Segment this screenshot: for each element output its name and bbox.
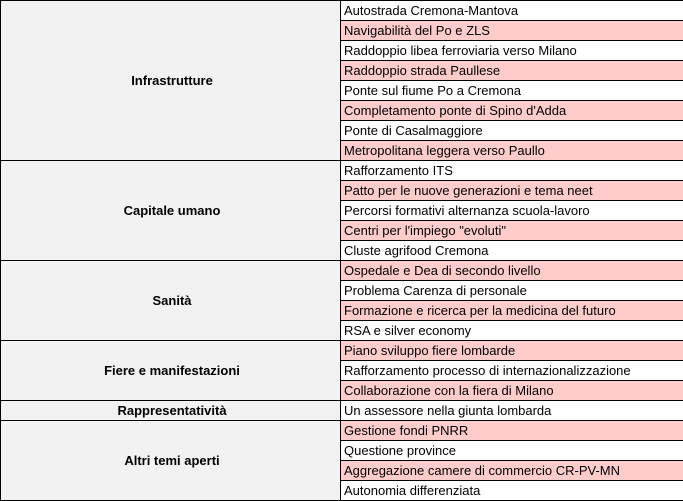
category-cell[interactable]: Rappresentatività — [1, 401, 341, 421]
item-cell[interactable]: Raddoppio libea ferroviaria verso Milano — [341, 41, 683, 61]
item-cell[interactable]: Cluste agrifood Cremona — [341, 241, 683, 261]
item-cell[interactable]: RSA e silver economy — [341, 321, 683, 341]
item-cell[interactable]: Ospedale e Dea di secondo livello — [341, 261, 683, 281]
table-row — [1, 1, 683, 21]
category-cell[interactable]: Infrastrutture — [1, 1, 341, 161]
item-cell[interactable]: Navigabilità del Po e ZLS — [341, 21, 683, 41]
category-cell[interactable]: Sanità — [1, 261, 341, 341]
table-row — [1, 161, 683, 181]
item-cell[interactable]: Ponte di Casalmaggiore — [341, 121, 683, 141]
item-cell[interactable]: Metropolitana leggera verso Paullo — [341, 141, 683, 161]
item-cell[interactable]: Raddoppio strada Paullese — [341, 61, 683, 81]
category-cell[interactable]: Altri temi aperti — [1, 421, 341, 501]
table-row — [1, 341, 683, 361]
item-cell[interactable]: Piano sviluppo fiere lombarde — [341, 341, 683, 361]
item-cell[interactable]: Centri per l'impiego "evoluti" — [341, 221, 683, 241]
item-cell[interactable]: Rafforzamento ITS — [341, 161, 683, 181]
item-cell[interactable]: Formazione e ricerca per la medicina del futuro — [341, 301, 683, 321]
item-cell[interactable]: Problema Carenza di personale — [341, 281, 683, 301]
item-cell[interactable]: Completamento ponte di Spino d'Adda — [341, 101, 683, 121]
item-cell[interactable]: Rafforzamento processo di internazionalizzazione — [341, 361, 683, 381]
category-cell[interactable]: Fiere e manifestazioni — [1, 341, 341, 401]
item-cell[interactable]: Gestione fondi PNRR — [341, 421, 683, 441]
item-cell[interactable]: Autonomia differenziata — [341, 481, 683, 501]
topics-table-body — [1, 1, 683, 501]
item-cell[interactable]: Aggregazione camere di commercio CR-PV-MN — [341, 461, 683, 481]
table-row — [1, 421, 683, 441]
item-cell[interactable]: Autostrada Cremona-Mantova — [341, 1, 683, 21]
item-cell[interactable]: Questione province — [341, 441, 683, 461]
table-row — [1, 261, 683, 281]
category-cell[interactable]: Capitale umano — [1, 161, 341, 261]
item-cell[interactable]: Patto per le nuove generazioni e tema neet — [341, 181, 683, 201]
item-cell[interactable]: Ponte sul fiume Po a Cremona — [341, 81, 683, 101]
item-cell[interactable]: Percorsi formativi alternanza scuola-lavoro — [341, 201, 683, 221]
item-cell[interactable]: Collaborazione con la fiera di Milano — [341, 381, 683, 401]
table-row — [1, 401, 683, 421]
item-cell[interactable]: Un assessore nella giunta lombarda — [341, 401, 683, 421]
